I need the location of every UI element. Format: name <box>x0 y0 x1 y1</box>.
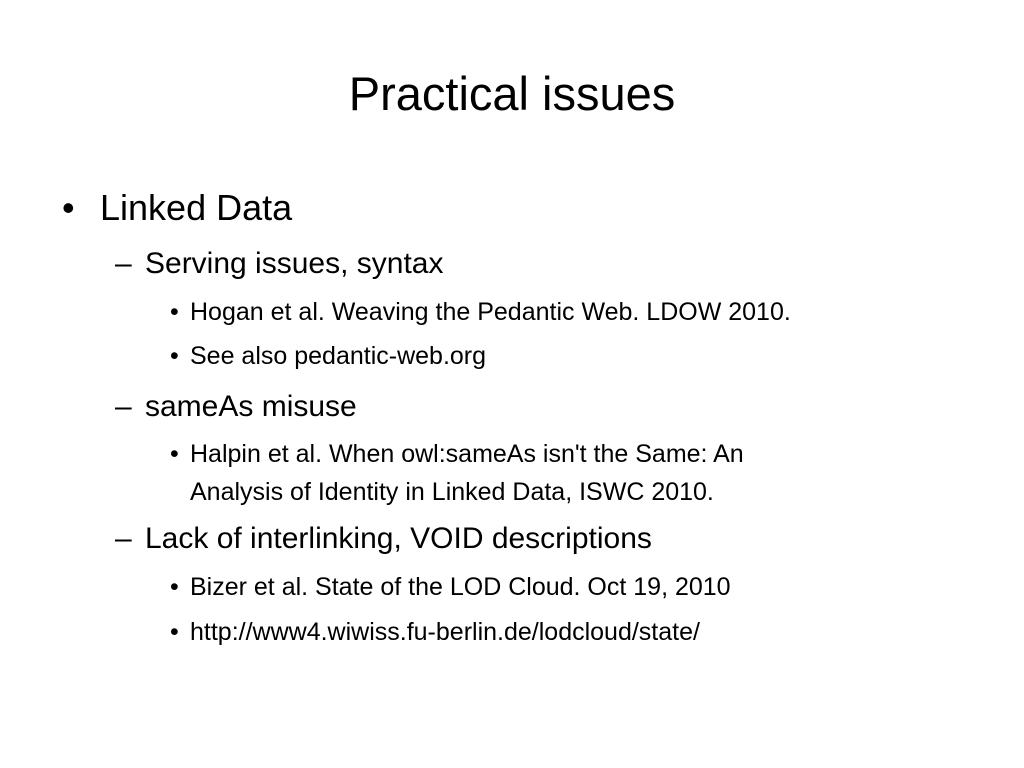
subbullet-serving-issues <box>115 245 444 283</box>
subbullet-sameas-misuse <box>115 388 357 426</box>
subbullet-text: Serving issues, syntax <box>145 247 444 280</box>
subsubbullet-lodcloud-url <box>170 616 700 648</box>
slide-title: Practical issues <box>348 67 676 120</box>
subsubbullet-text: Halpin et al. When owl:sameAs isn't the Same: An <box>190 440 744 468</box>
subbullet-lack-of-interlinking <box>115 520 652 558</box>
bullet-marker: • <box>62 187 75 228</box>
subsubbullet-halpin <box>170 438 744 470</box>
subbullet-text: sameAs misuse <box>145 390 357 423</box>
dash-marker: – <box>115 247 132 280</box>
dash-marker: – <box>115 522 132 555</box>
subsubbullet-text: See also pedantic-web.org <box>190 342 487 370</box>
subsubbullet-halpin-continuation: Analysis of Identity in Linked Data, ISWC 2010. <box>190 478 714 506</box>
bullet-linked-data <box>62 186 293 230</box>
subsubbullet-text: Bizer et al. State of the LOD Cloud. Oct 19, 2010 <box>190 573 731 601</box>
dash-marker: – <box>115 390 132 423</box>
subbullet-text: Lack of interlinking, VOID descriptions <box>145 522 652 555</box>
subsubbullet-text: http://www4.wiwiss.fu-berlin.de/lodcloud/state/ <box>190 618 700 646</box>
bullet-marker: • <box>170 440 179 468</box>
subsubbullet-hogan <box>170 296 791 328</box>
bullet-text: Linked Data <box>100 187 293 228</box>
bullet-marker: • <box>170 573 179 601</box>
subsubbullet-bizer <box>170 571 731 603</box>
subsubbullet-text: Hogan et al. Weaving the Pedantic Web. LDOW 2010. <box>190 298 791 326</box>
subsubbullet-pedantic-web <box>170 340 487 372</box>
bullet-marker: • <box>170 298 179 326</box>
bullet-marker: • <box>170 618 179 646</box>
bullet-marker: • <box>170 342 179 370</box>
